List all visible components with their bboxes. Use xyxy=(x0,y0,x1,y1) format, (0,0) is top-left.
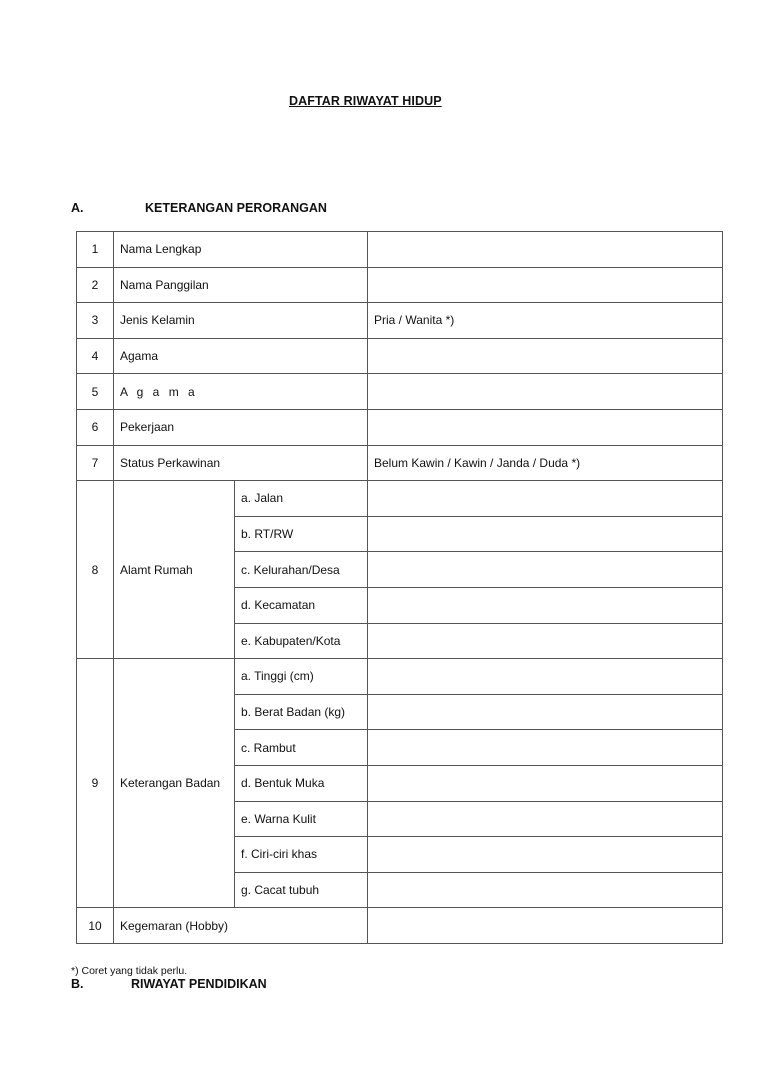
skin-color-field[interactable] xyxy=(368,801,723,837)
table-row xyxy=(77,409,723,445)
field-label: Keterangan Badan xyxy=(114,659,235,908)
sub-field-label: d. Bentuk Muka xyxy=(235,765,368,801)
occupation-field[interactable] xyxy=(368,409,723,445)
row-number: 7 xyxy=(77,445,114,481)
sub-field-label: e. Kabupaten/Kota xyxy=(235,623,368,659)
table-row xyxy=(77,481,723,517)
row-number: 2 xyxy=(77,267,114,303)
row-number: 9 xyxy=(77,659,114,908)
personal-info-table xyxy=(76,231,723,944)
section-b-heading xyxy=(71,977,267,991)
row-number: 3 xyxy=(77,303,114,339)
sub-field-label: b. RT/RW xyxy=(235,516,368,552)
field-label: Pekerjaan xyxy=(114,409,368,445)
rt-rw-field[interactable] xyxy=(368,516,723,552)
table-row xyxy=(77,908,723,944)
sub-field-label: d. Kecamatan xyxy=(235,587,368,623)
field-label: Nama Panggilan xyxy=(114,267,368,303)
district-field[interactable] xyxy=(368,587,723,623)
regency-city-field[interactable] xyxy=(368,623,723,659)
table-row xyxy=(77,303,723,339)
religion-field-2[interactable] xyxy=(368,374,723,410)
full-name-field[interactable] xyxy=(368,232,723,268)
sub-field-label: a. Jalan xyxy=(235,481,368,517)
disability-field[interactable] xyxy=(368,872,723,908)
street-field[interactable] xyxy=(368,481,723,517)
religion-field[interactable] xyxy=(368,338,723,374)
field-label: Kegemaran (Hobby) xyxy=(114,908,368,944)
table-row xyxy=(77,374,723,410)
table-row xyxy=(77,232,723,268)
table-row xyxy=(77,338,723,374)
weight-field[interactable] xyxy=(368,694,723,730)
sub-field-label: g. Cacat tubuh xyxy=(235,872,368,908)
sub-field-label: c. Rambut xyxy=(235,730,368,766)
distinguishing-marks-field[interactable] xyxy=(368,837,723,873)
row-number: 5 xyxy=(77,374,114,410)
sub-field-label: a. Tinggi (cm) xyxy=(235,659,368,695)
table-row xyxy=(77,267,723,303)
marital-status-field[interactable]: Belum Kawin / Kawin / Janda / Duda *) xyxy=(368,445,723,481)
table-row xyxy=(77,445,723,481)
field-label: Status Perkawinan xyxy=(114,445,368,481)
gender-field[interactable]: Pria / Wanita *) xyxy=(368,303,723,339)
section-b-letter: B. xyxy=(71,977,84,991)
row-number: 8 xyxy=(77,481,114,659)
field-label: Alamt Rumah xyxy=(114,481,235,659)
section-a-letter: A. xyxy=(71,201,84,215)
nickname-field[interactable] xyxy=(368,267,723,303)
document-title: DAFTAR RIWAYAT HIDUP xyxy=(289,94,442,108)
sub-field-label: b. Berat Badan (kg) xyxy=(235,694,368,730)
face-shape-field[interactable] xyxy=(368,765,723,801)
section-a-heading xyxy=(71,201,327,215)
village-field[interactable] xyxy=(368,552,723,588)
sub-field-label: e. Warna Kulit xyxy=(235,801,368,837)
field-label: A g a m a xyxy=(114,374,368,410)
section-a-title: KETERANGAN PERORANGAN xyxy=(145,201,327,215)
footnote: *) Coret yang tidak perlu. xyxy=(71,965,188,977)
row-number: 6 xyxy=(77,409,114,445)
hair-field[interactable] xyxy=(368,730,723,766)
field-label: Jenis Kelamin xyxy=(114,303,368,339)
row-number: 4 xyxy=(77,338,114,374)
height-field[interactable] xyxy=(368,659,723,695)
sub-field-label: c. Kelurahan/Desa xyxy=(235,552,368,588)
field-label: Nama Lengkap xyxy=(114,232,368,268)
field-label: Agama xyxy=(114,338,368,374)
hobby-field[interactable] xyxy=(368,908,723,944)
table-row xyxy=(77,659,723,695)
sub-field-label: f. Ciri-ciri khas xyxy=(235,837,368,873)
row-number: 1 xyxy=(77,232,114,268)
row-number: 10 xyxy=(77,908,114,944)
section-b-title: RIWAYAT PENDIDIKAN xyxy=(131,977,267,991)
